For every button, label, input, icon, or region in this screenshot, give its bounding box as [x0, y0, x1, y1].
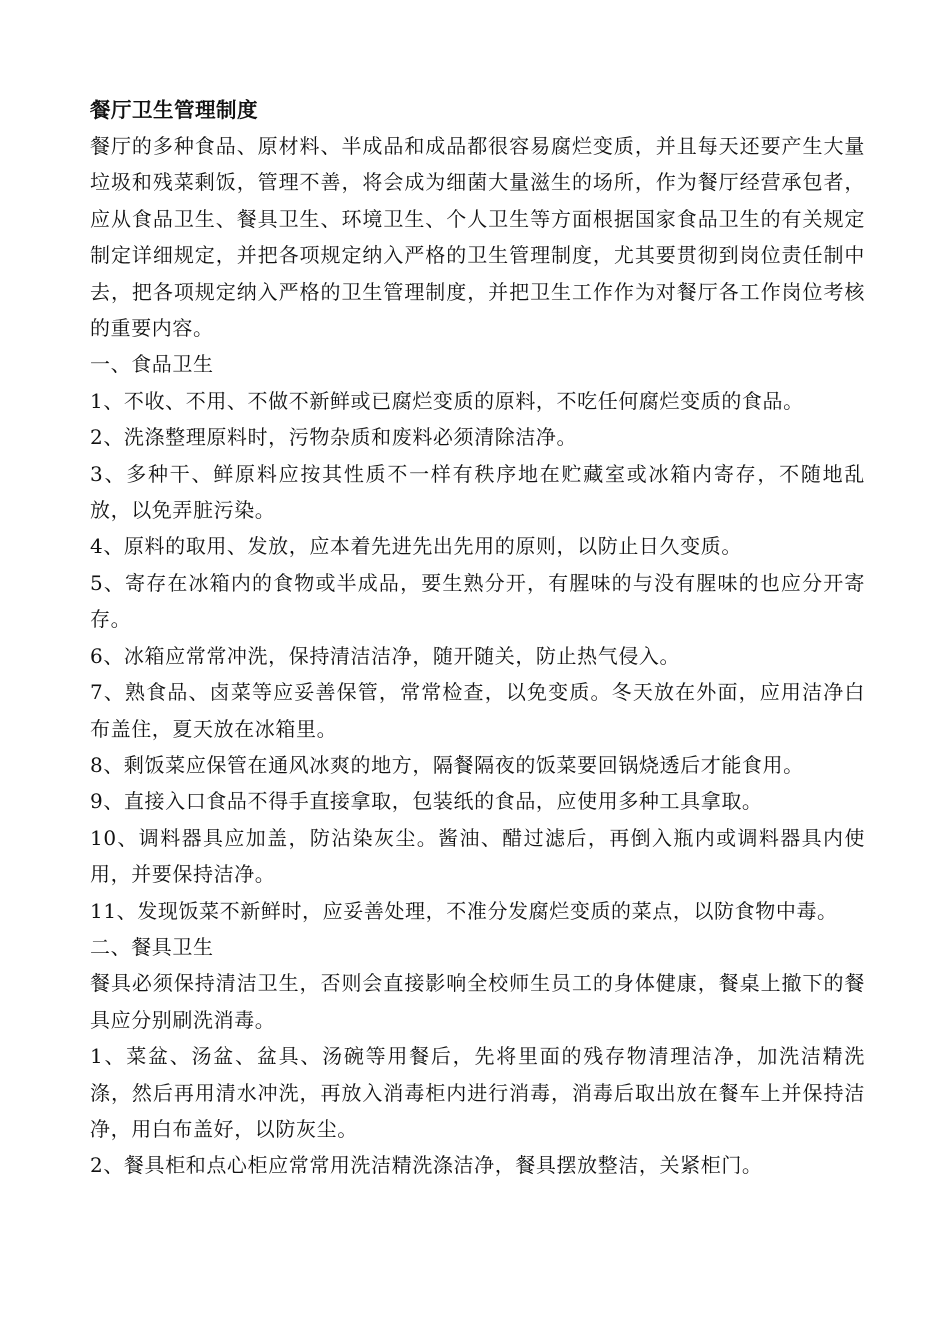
list-item: 6、冰箱应常常冲洗，保持清洁洁净，随开随关，防止热气侵入。: [90, 643, 681, 668]
list-item: 11、发现饭菜不新鲜时，应妥善处理，不准分发腐烂变质的菜点，以防食物中毒。: [90, 898, 838, 923]
section-heading-tableware-hygiene: 二、餐具卫生: [90, 934, 214, 959]
list-item: 1、菜盆、汤盆、盆具、汤碗等用餐后，先将里面的残存物清理洁净，加洗洁精洗涤，然后再用清水冲洗，再放入消毒柜内进行消毒，消毒后取出放在餐车上并保持洁净，用白布盖好，以防灰尘。: [90, 1044, 865, 1141]
list-item: 8、剩饭菜应保管在通风冰爽的地方，隔餐隔夜的饭菜要回锅烧透后才能食用。: [90, 752, 804, 777]
document-page: [90, 92, 865, 1184]
list-item: 3、多种干、鲜原料应按其性质不一样有秩序地在贮藏室或冰箱内寄存，不随地乱放，以免弄脏污染。: [90, 461, 865, 523]
list-item: 9、直接入口食品不得手直接拿取，包装纸的食品，应使用多种工具拿取。: [90, 789, 763, 814]
list-item: 2、洗涤整理原料时，污物杂质和废料必须清除洁净。: [90, 425, 578, 450]
list-item: 7、熟食品、卤菜等应妥善保管，常常检查，以免变质。冬天放在外面，应用洁净白布盖住，夏天放在冰箱里。: [90, 680, 865, 741]
section-heading-food-hygiene: 一、食品卫生: [90, 352, 214, 377]
list-item: 5、寄存在冰箱内的食物或半成品，要生熟分开，有腥味的与没有腥味的也应分开寄存。: [90, 570, 865, 632]
list-item: 1、不收、不用、不做不新鲜或已腐烂变质的原料，不吃任何腐烂变质的食品。: [90, 388, 804, 413]
list-item: 4、原料的取用、发放，应本着先进先出先用的原则，以防止日久变质。: [90, 534, 742, 559]
intro-paragraph: 餐厅的多种食品、原材料、半成品和成品都很容易腐烂变质，并且每天还要产生大量垃圾和残菜剩饭，管理不善，将会成为细菌大量滋生的场所，作为餐厅经营承包者，应从食品卫生、餐具卫生、环境卫生、个人卫生等方面根据国家食品卫生的有关规定制定详细规定，并把各项规定纳入严格的卫生管理制度，尤其要贯彻到岗位责任制中去，把各项规定纳入严格的卫生管理制度，并把卫生工作作为对餐厅各工作岗位考核的重要内容。: [90, 134, 865, 341]
list-item: 2、餐具柜和点心柜应常常用洗洁精洗涤洁净，餐具摆放整洁，关紧柜门。: [90, 1153, 763, 1178]
document-title: 餐厅卫生管理制度: [90, 98, 258, 122]
section-intro-paragraph: 餐具必须保持清洁卫生，否则会直接影响全校师生员工的身体健康，餐桌上撤下的餐具应分别刷洗消毒。: [90, 971, 865, 1032]
list-item: 10、调料器具应加盖，防沾染灰尘。酱油、醋过滤后，再倒入瓶内或调料器具内使用，并要保持洁净。: [90, 825, 865, 887]
